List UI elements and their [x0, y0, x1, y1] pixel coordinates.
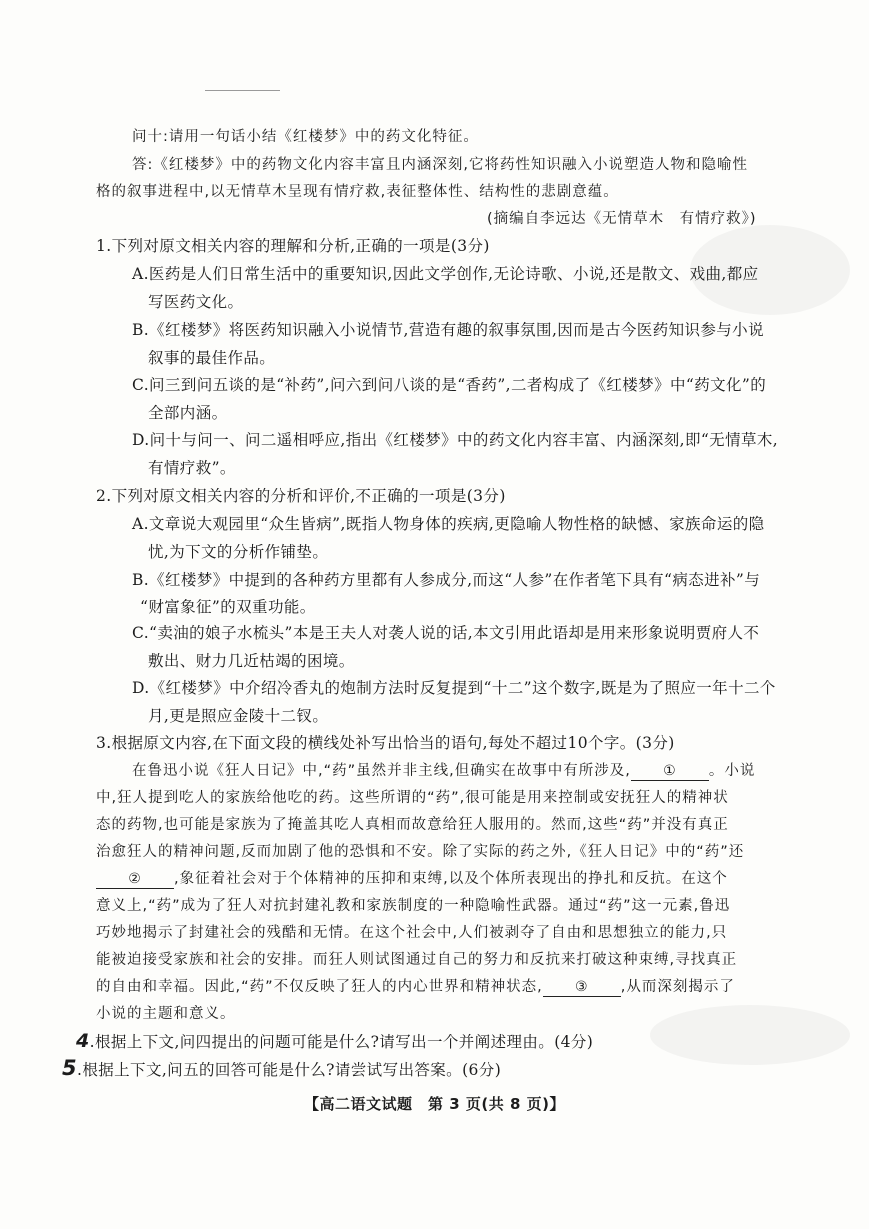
blank-2[interactable]: ②	[96, 870, 174, 889]
question3-passage-line10: 小说的主题和意义。	[96, 1006, 236, 1022]
page-footer: 【高二语文试题 第 3 页(共 8 页)】	[304, 1095, 565, 1113]
question3-passage-line9	[96, 977, 735, 997]
passage-text: ,象征着社会对于个体精神的压抑和束缚,以及个体所表现出的挣扎和反抗。在这个	[174, 871, 728, 887]
question1-option-b-line2: 叙事的最佳作品。	[148, 349, 276, 367]
passage-text: 在鲁迅小说《狂人日记》中,“药”虽然并非主线,但确实在故事中有所涉及,	[132, 763, 631, 779]
question3-passage-line2: 中,狂人提到吃人的家族给他吃的药。这些所谓的“药”,很可能是用来控制或安抚狂人的精神状	[96, 790, 729, 806]
question2-option-b-line1: B.《红楼梦》中提到的各种药方里都有人参成分,而这“人参”在作者笔下具有“病态进补”与	[132, 571, 761, 589]
question3-passage-line1	[132, 761, 755, 781]
question2-option-b-line2: “财富象征”的双重功能。	[140, 598, 316, 616]
question2-option-c-line1: C.“卖油的娘子水梳头”本是王夫人对袭人说的话,本文引用此语却是用来形象说明贾府人不	[132, 624, 760, 642]
question2-stem: 2.下列对原文相关内容的分析和评价,不正确的一项是(3分)	[96, 487, 506, 505]
question5-number: 5	[62, 1056, 78, 1080]
question2-option-a-line2: 忧,为下文的分析作铺垫。	[148, 543, 329, 561]
question4-text: .根据上下文,问四提出的问题可能是什么?请写出一个并阐述理由。(4分)	[89, 1033, 594, 1051]
blank-3[interactable]: ③	[543, 978, 621, 997]
question3-stem: 3.根据原文内容,在下面文段的横线处补写出恰当的语句,每处不超过10个字。(3分)	[96, 734, 675, 752]
question3-passage-line4: 治愈狂人的精神问题,反而加剧了他的恐惧和不安。除了实际的药之外,《狂人日记》中的“药”还	[96, 844, 745, 860]
question4	[76, 1031, 593, 1052]
passage-text: 。小说	[708, 763, 756, 779]
q10-question: 问十:请用一句话小结《红楼梦》中的药文化特征。	[132, 129, 479, 145]
top-rule	[205, 90, 280, 91]
blank-1[interactable]: ①	[631, 762, 709, 781]
question3-passage-line6: 意义上,“药”成为了狂人对抗封建礼教和家族制度的一种隐喻性武器。通过“药”这一元素,鲁迅	[96, 898, 731, 914]
question2-option-a-line1: A.文章说大观园里“众生皆病”,既指人物身体的疾病,更隐喻人物性格的缺憾、家族命运的隐	[132, 515, 765, 533]
q10-source: (摘编自李远达《无情草木 有情疗救》)	[487, 211, 757, 227]
question2-option-c-line2: 敷出、财力几近枯竭的困境。	[148, 652, 355, 670]
question4-number: 4	[76, 1030, 90, 1052]
question1-stem: 1.下列对原文相关内容的理解和分析,正确的一项是(3分)	[96, 237, 490, 255]
question5-text: .根据上下文,问五的回答可能是什么?请尝试写出答案。(6分)	[77, 1061, 502, 1079]
question3-passage-line7: 巧妙地揭示了封建社会的残酷和无情。在这个社会中,人们被剥夺了自由和思想独立的能力,只	[96, 925, 728, 941]
question1-option-c-line1: C.问三到问五谈的是“补药”,问六到问八谈的是“香药”,二者构成了《红楼梦》中“药文化”的	[132, 376, 767, 394]
passage-text: ,从而深刻揭示了	[620, 979, 735, 995]
question5	[62, 1058, 501, 1080]
passage-text: 的自由和幸福。因此,“药”不仅反映了狂人的内心世界和精神状态,	[96, 979, 543, 995]
question1-option-d-line1: D.问十与问一、问二遥相呼应,指出《红楼梦》中的药文化内容丰富、内涵深刻,即“无情草木,	[132, 431, 779, 449]
question3-passage-line3: 态的药物,也可能是家族为了掩盖其吃人真相而故意给狂人服用的。然而,这些“药”并没有真正	[96, 817, 729, 833]
question1-option-c-line2: 全部内涵。	[148, 404, 228, 422]
question2-option-d-line1: D.《红楼梦》中介绍冷香丸的炮制方法时反复提到“十二”这个数字,既是为了照应一年十二个	[132, 679, 776, 697]
question3-passage-line8: 能被迫接受家族和社会的安排。而狂人则试图通过自己的努力和反抗来打破这种束缚,寻找真正	[96, 952, 738, 968]
scan-smudge	[650, 1005, 850, 1065]
question1-option-a-line1: A.医药是人们日常生活中的重要知识,因此文学创作,无论诗歌、小说,还是散文、戏曲,都应	[132, 265, 759, 283]
question1-option-b-line1: B.《红楼梦》将医药知识融入小说情节,营造有趣的叙事氛围,因而是古今医药知识参与小说	[132, 321, 764, 339]
question1-option-a-line2: 写医药文化。	[148, 293, 244, 311]
question3-passage-line5	[96, 869, 728, 889]
q10-answer-line1: 答:《红楼梦》中的药物文化内容丰富且内涵深刻,它将药性知识融入小说塑造人物和隐喻性	[132, 157, 748, 173]
question1-option-d-line2: 有情疗救”。	[148, 459, 236, 477]
question2-option-d-line2: 月,更是照应金陵十二钗。	[148, 707, 329, 725]
q10-answer-line2: 格的叙事进程中,以无情草木呈现有情疗救,表征整体性、结构性的悲剧意蕴。	[96, 184, 619, 200]
